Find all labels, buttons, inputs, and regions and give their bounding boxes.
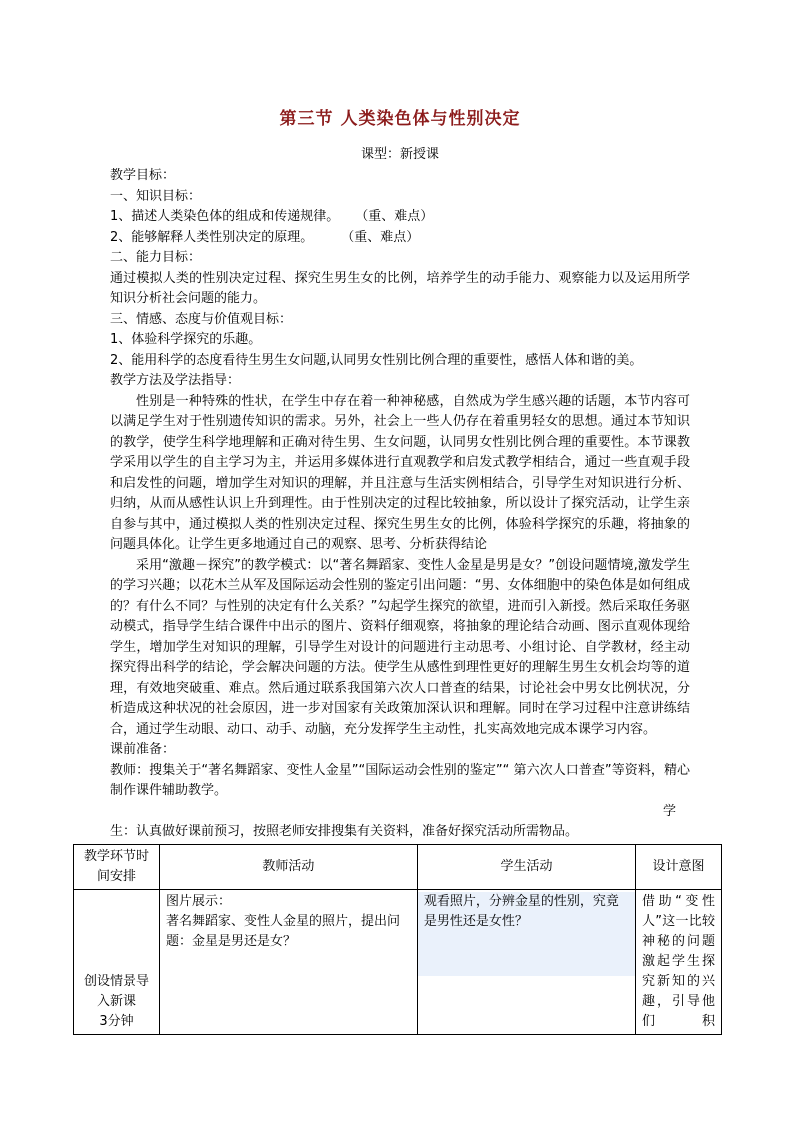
knowledge-item-2: [110, 228, 690, 249]
ability-text: 通过模拟人类的性别决定过程、探究生男生女的比例，培养学生的动手能力、观察能力以及运用所学知识分析社会问题的能力。: [110, 270, 690, 306]
student-prep-rest: 生：认真做好课前预习，按照老师安排搜集有关资料，准备好探究活动所需物品。: [110, 824, 579, 839]
student-prep-first: 学: [662, 803, 676, 819]
stage-name: 创设情景导入新课: [83, 974, 149, 1009]
ability-heading: 二、能力目标：: [110, 250, 202, 265]
knowledge-item-1-text: 1、描述人类染色体的组成和传递规律。: [110, 209, 340, 224]
header-intent: 设计意图: [636, 845, 722, 890]
table-row: [74, 890, 722, 1035]
page-title: 第三节 人类染色体与性别决定: [279, 109, 521, 129]
document-page: [110, 104, 690, 843]
stage-cell: [74, 890, 160, 1035]
prep-heading: 课前准备：: [110, 742, 176, 757]
emotion-item-1: 1、体验科学探究的乐趣。: [110, 332, 262, 347]
emotion-item-2: 2、能用科学的态度看待生男生女问题,认同男女性别比例合理的重要性，感悟人体和谐的美。: [110, 352, 643, 368]
knowledge-item-1-note: （重、难点）: [355, 209, 434, 224]
header-stage: 教学环节时间安排: [74, 845, 160, 890]
design-intent-cell: 借助“变性人”这一比较神秘的问题激起学生探究新知的兴趣，引导他们积: [636, 890, 722, 1035]
lesson-type: 课型：新授课: [360, 147, 439, 162]
knowledge-item-2-note: （重、难点）: [341, 229, 420, 245]
knowledge-heading: 一、知识目标：: [110, 188, 202, 204]
student-activity-cell: [417, 890, 635, 1035]
header-student: 学生活动: [417, 845, 635, 890]
teacher-activity-text: 著名舞蹈家、变性人金星的照片，提出问题：金星是男还是女？: [165, 914, 400, 949]
stage-time: 3分钟: [99, 1014, 134, 1029]
knowledge-item-2-text: 2、能够解释人类性别决定的原理。: [110, 229, 314, 245]
lesson-plan-table: [73, 844, 722, 1035]
student-activity-text: 观看照片，分辨金星的性别，究竟是男性还是女性？: [418, 892, 635, 976]
teacher-activity-cell: [159, 890, 417, 1035]
header-teacher: 教师活动: [159, 845, 417, 890]
emotion-heading: 三、情感、态度与价值观目标：: [110, 311, 293, 327]
teacher-prep: 教师：搜集关于“著名舞蹈家、变性人金星”“国际运动会性别的鉴定”“ 第六次人口普查”等资料，精心制作课件辅助教学。: [110, 762, 690, 798]
method-paragraph-1: 性别是一种特殊的性状，在学生中存在着一种神秘感，自然成为学生感兴趣的话题，本节内容可以满足学生对于性别遗传知识的需求。另外，社会上一些人仍存在着重男轻女的思想。通过本节知识的教学，使学生科学地理解和正确对待生男、生女问题，认同男女性别比例合理的重要性。本节课教学采用以学生的自主学习为主，并运用多媒体进行直观教学和启发式教学相结合，通过一些直观手段和启发性的问题，增加学生对知识的理解，并且注意与生活实例相结合，引导学生对知识进行分析、归纳，从而从感性认识上升到理性。由于性别决定的过程比较抽象，所以设计了探究活动，让学生亲自参与其中，通过模拟人类的性别决定过程、探究生男生女的比例，体验科学探究的乐趣，将抽象的问题具体化。让学生更多地通过自己的观察、思考、分析获得结论: [110, 393, 690, 552]
goals-heading: 教学目标：: [110, 168, 176, 183]
method-paragraph-2: 采用“激趣－探究”的教学模式：以“著名舞蹈家、变性人金星是男是女？”创设问题情境,激发学生的学习兴趣；以花木兰从军及国际运动会性别的鉴定引出问题：“男、女体细胞中的染色体是如何组成的？有什么不同？与性别的决定有什么关系？”勾起学生探究的欲望，进而引入新授。然后采取任务驱动模式，指导学生结合课件中出示的图片、资料仔细观察，将抽象的理论结合动画、图示直观体现给学生，增加学生对知识的理解，引导学生对设计的问题进行主动思考、小组讨论、自学教材，经主动探究得出科学的结论，学会解决问题的方法。使学生从感性到理性更好的理解生男生女机会均等的道理，有效地突破重、难点。然后通过联系我国第六次人口普查的结果，讨论社会中男女比例状况，分析造成这种状况的社会原因，进一步对国家有关政策加深认识和理解。同时在学习过程中注意讲练结合，通过学生动眼、动口、动手、动脑，充分发挥学生主动性，扎实高效地完成本课学习内容。: [110, 557, 690, 737]
method-heading: 教学方法及学法指导：: [110, 373, 241, 388]
knowledge-item-1: [110, 207, 690, 228]
table-header-row: [74, 845, 722, 890]
teacher-activity-heading: 图片展示：: [165, 894, 231, 909]
